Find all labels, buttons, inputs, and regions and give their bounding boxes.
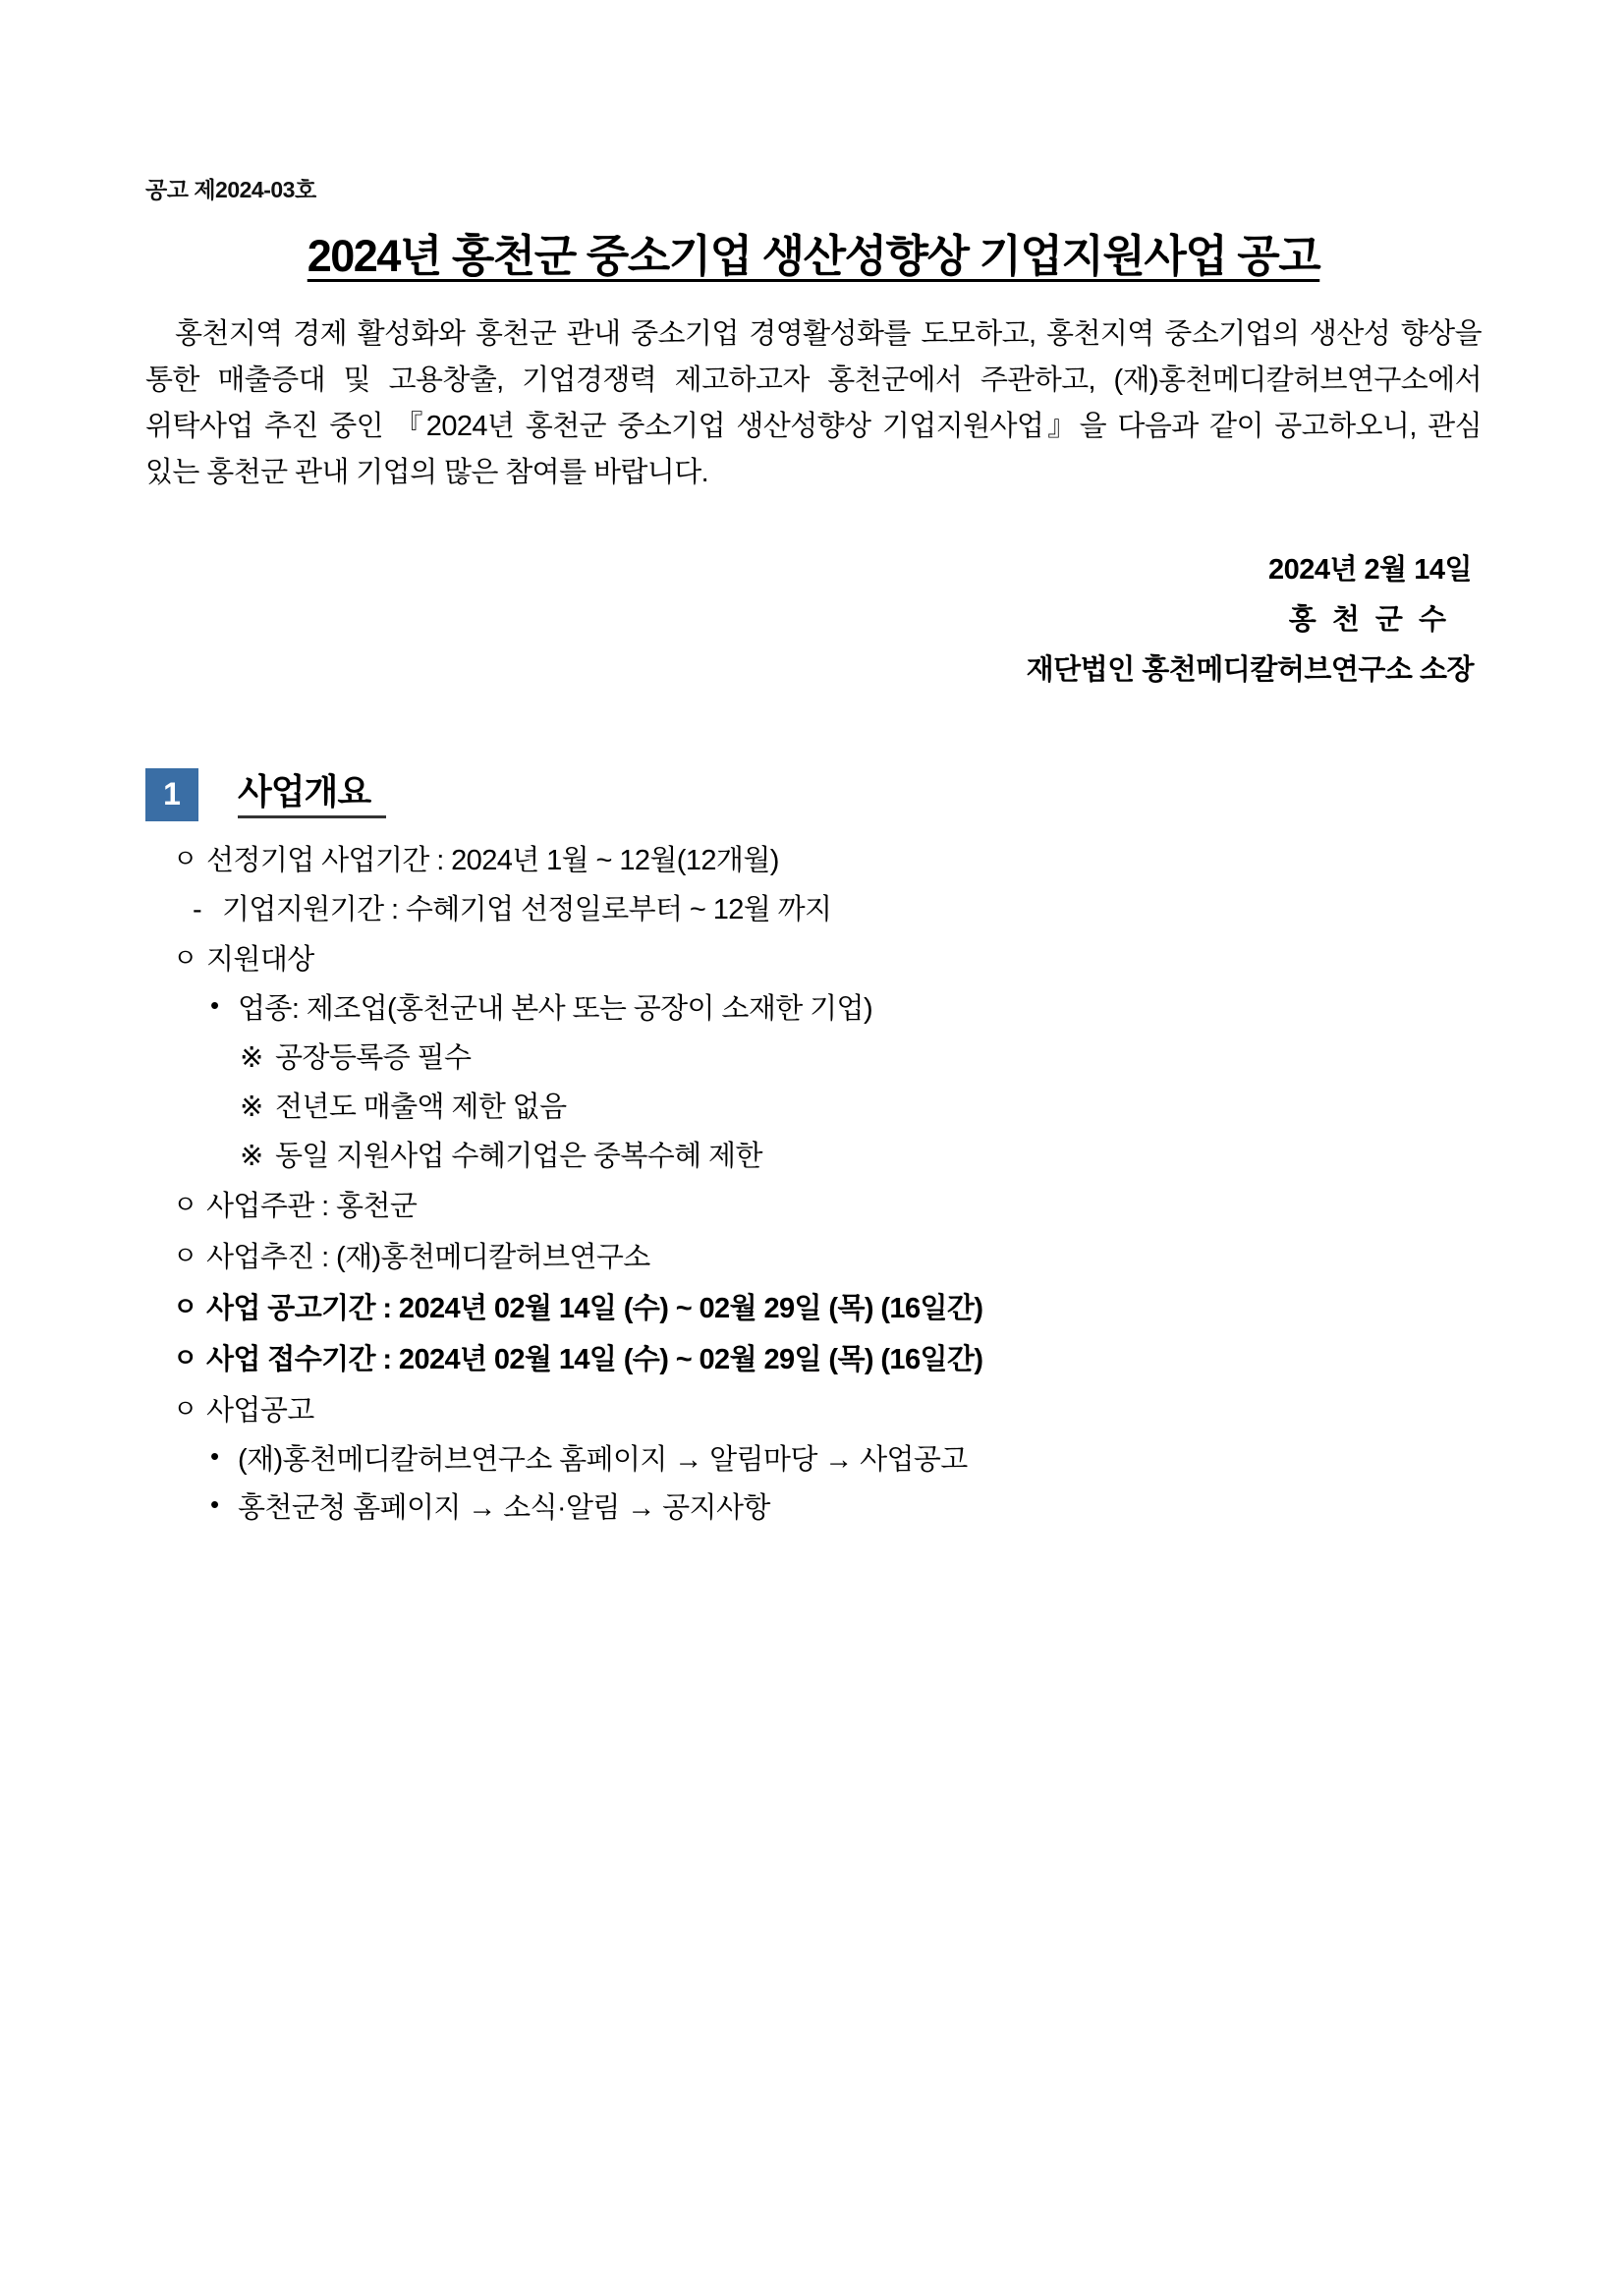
list-marker-bullet: • [210,990,219,1021]
list-marker-circle: ㅇ [173,1342,197,1372]
list-marker-circle: ㅇ [173,943,197,974]
list-item-text: 사업 공고기간 : 2024년 02월 14일 (수) ~ 02월 29일 (목) (16일간) [206,1293,983,1325]
list-item-text: 동일 지원사업 수혜기업은 중복수혜 제한 [275,1140,762,1172]
list-marker-circle: ㅇ [173,1241,197,1271]
signature-authority: 홍 천 군 수 [1288,603,1450,636]
section-number-badge: 1 [145,768,198,821]
list-item-text: 사업 접수기간 : 2024년 02월 14일 (수) ~ 02월 29일 (목) (16일간) [206,1343,983,1375]
list-item [145,1236,1482,1281]
list-item [145,1438,1482,1484]
list-item-text: 전년도 매출액 제한 없음 [275,1091,567,1123]
intro-paragraph: 홍천지역 경제 활성화와 홍천군 관내 중소기업 경영활성화를 도모하고, 홍천지역 중소기업의 생산성 향상을 통한 매출증대 및 고용창출, 기업경쟁력 제고하고자 홍천군에서 주관하고, (재)홍천메디칼허브연구소에서 위탁사업 추진 중인 『2024년 홍천군 중소기업 생산성향상 기업지원사업』을 다음과 같이 공고하오니, 관심 있는 홍천군 관내 기업의 많은 참여를 바랍니다. [145,318,1482,488]
list-marker-bullet: • [210,1440,219,1471]
list-marker-dash: - [193,893,202,925]
section-heading-1 [145,768,1482,821]
list-marker-circle: ㅇ [173,843,197,873]
list-item-text: 홍천군청 홈페이지 → 소식·알림 → 공지사항 [238,1492,770,1525]
list-item-text: (재)홍천메디칼허브연구소 홈페이지 → 알림마당 → 사업공고 [238,1443,968,1476]
list-item [145,1389,1482,1434]
signature-block [145,547,1482,694]
list-item-text: 지원대상 [206,944,314,977]
list-marker-note: ※ [240,1091,263,1123]
list-item-text: 기업지원기간 : 수혜기업 선정일로부터 ~ 12월 까지 [222,893,832,925]
list-item [145,839,1482,884]
list-item [145,1185,1482,1230]
page-title: 2024년 홍천군 중소기업 생산성향상 기업지원사업 공고 [307,231,1320,281]
list-item [145,1036,1482,1082]
list-marker-circle: ㅇ [173,1292,197,1322]
list-marker-bullet: • [210,1489,219,1520]
section-1-list [145,839,1482,1532]
announcement-number: 공고 제2024-03호 [145,177,316,202]
list-item-text: 공장등록증 필수 [275,1042,472,1075]
list-item [145,1486,1482,1532]
list-item-text: 사업주관 : 홍천군 [206,1191,418,1223]
list-marker-note: ※ [240,1042,263,1075]
signature-organization: 재단법인 홍천메디칼허브연구소 소장 [1026,653,1474,686]
list-item-text: 사업추진 : (재)홍천메디칼허브연구소 [206,1242,650,1274]
list-item-text: 선정기업 사업기간 : 2024년 1월 ~ 12월(12개월) [206,844,779,876]
list-item-text: 사업공고 [206,1394,314,1427]
list-item [145,888,1482,933]
list-marker-circle: ㅇ [173,1393,197,1424]
list-item [145,1338,1482,1383]
signature-date: 2024년 2월 14일 [1267,553,1472,586]
list-item [145,938,1482,983]
list-item [145,987,1482,1033]
list-item [145,1086,1482,1131]
section-title: 사업개요 [238,771,386,818]
list-marker-note: ※ [240,1140,263,1172]
list-marker-circle: ㅇ [173,1190,197,1220]
list-item [145,1287,1482,1332]
list-item [145,1135,1482,1180]
document-body [145,172,1482,1532]
list-item-text: 업종: 제조업(홍천군내 본사 또는 공장이 소재한 기업) [238,993,873,1026]
